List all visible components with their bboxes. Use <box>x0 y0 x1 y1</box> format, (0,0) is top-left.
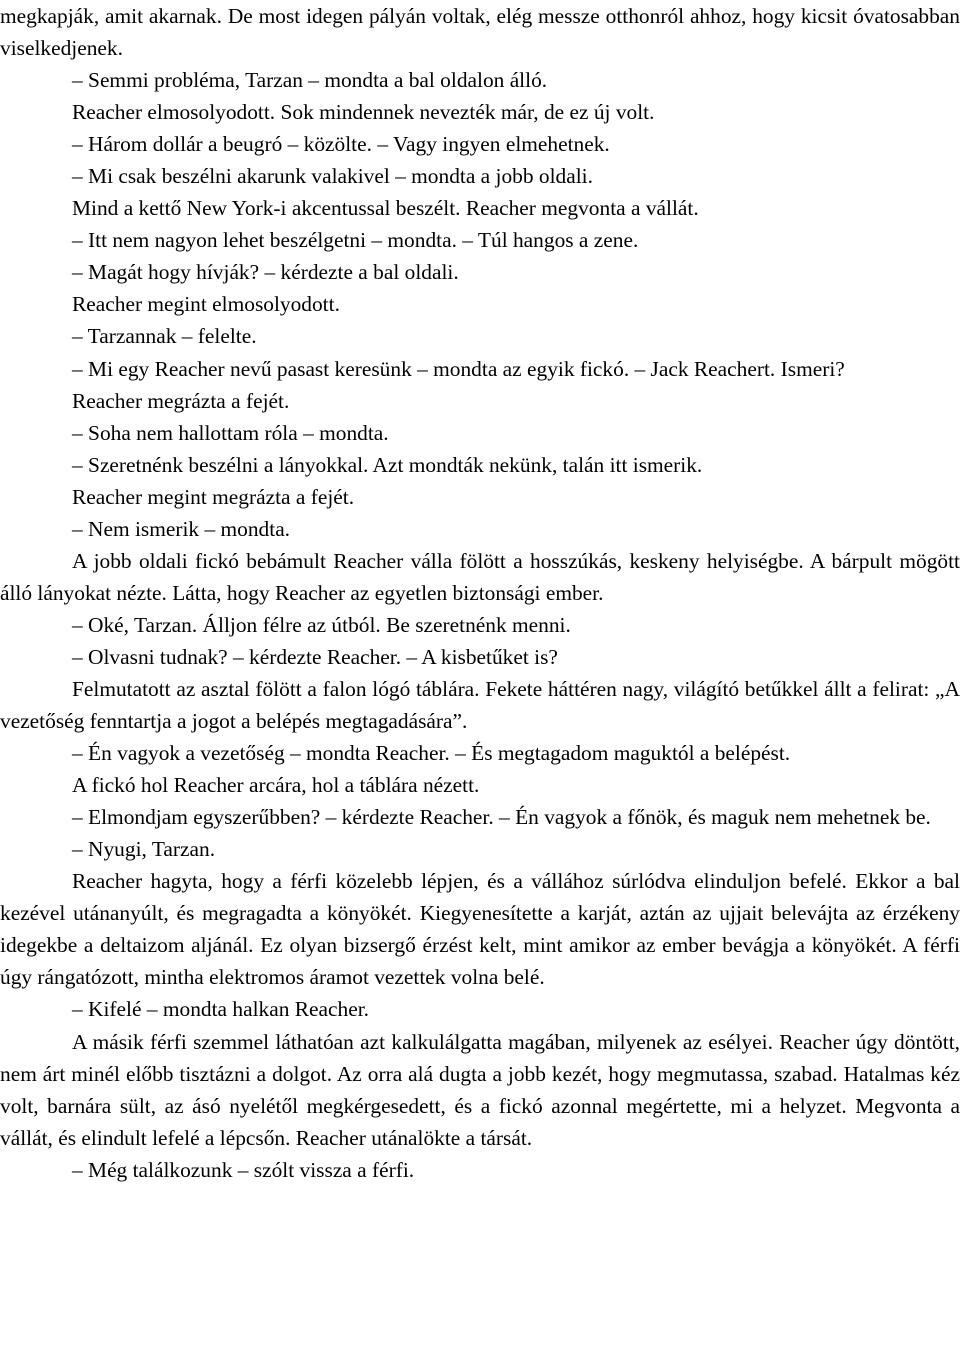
paragraph: – Kifelé – mondta halkan Reacher. <box>72 997 369 1022</box>
paragraph: – Itt nem nagyon lehet beszélgetni – mondta. – Túl hangos a zene. <box>72 228 639 253</box>
paragraph: – Oké, Tarzan. Álljon félre az útból. Be szeretnénk menni. <box>72 612 571 637</box>
paragraph: Reacher megrázta a fejét. <box>72 388 290 413</box>
paragraph: Felmutatott az asztal fölött a falon lógó táblára. Fekete háttéren nagy, világító betűkkel állt a felirat: „A vezetőség fenntartja a jogot a belépés megtagadására”. <box>0 676 960 734</box>
paragraph: A másik férfi szemmel láthatóan azt kalkulálgatta magában, milyenek az esélyei. Reacher úgy döntött, nem árt minél előbb tisztázni a dolgot. Az orra alá dugta a jobb kezét, hogy megmutassa, szabad. Hatalmas kéz volt, barnára sült, az ásó nyelétől megkérgesedett, és a fickó azonnal megértette, mi a helyzet. Megvonta a vállát, és elindult lefelé a lépcsőn. Reacher utánalökte a társát. <box>0 1029 960 1150</box>
paragraph: Reacher megint elmosolyodott. <box>72 292 340 317</box>
paragraph: – Nem ismerik – mondta. <box>72 516 291 541</box>
paragraph: – Én vagyok a vezetőség – mondta Reacher. – És megtagadom maguktól a belépést. <box>72 741 791 766</box>
paragraph: – Mi csak beszélni akarunk valakivel – mondta a jobb oldali. <box>72 164 593 189</box>
paragraph: megkapják, amit akarnak. De most idegen pályán voltak, elég messze otthonról ahhoz, hogy kicsit óvatosabban viselkedjenek. <box>0 4 960 61</box>
paragraph: Reacher hagyta, hogy a férfi közelebb lépjen, és a vállához súrlódva elinduljon befelé. Ekkor a bal kezével utánanyúlt, és megragadta a könyökét. Kiegyenesítette a karját, aztán az ujjait belevájta az érzékeny idegekbe a deltaizom aljánál. Ez olyan bizsergő érzést kelt, mint amikor az ember bevágja a könyökét. A férfi úgy rángatózott, mintha elektromos áramot vezettek volna belé. <box>0 869 960 990</box>
paragraph: Reacher megint megrázta a fejét. <box>72 484 355 509</box>
paragraph: Mind a kettő New York-i akcentussal beszélt. Reacher megvonta a vállát. <box>72 196 699 221</box>
paragraph: A fickó hol Reacher arcára, hol a táblára nézett. <box>72 773 480 798</box>
paragraph: – Elmondjam egyszerűbben? – kérdezte Reacher. – Én vagyok a főnök, és maguk nem mehetnek be. <box>72 805 931 830</box>
paragraph: – Mi egy Reacher nevű pasast keresünk – mondta az egyik fickó. – Jack Reachert. Ismeri? <box>72 356 845 381</box>
paragraph: – Szeretnénk beszélni a lányokkal. Azt mondták nekünk, talán itt ismerik. <box>72 452 703 477</box>
paragraph: – Még találkozunk – szólt vissza a férfi. <box>72 1157 415 1182</box>
paragraph: – Nyugi, Tarzan. <box>72 837 216 862</box>
paragraph: A jobb oldali fickó bebámult Reacher válla fölött a hosszúkás, keskeny helyiségbe. A bárpult mögött álló lányokat nézte. Látta, hogy Reacher az egyetlen biztonsági ember. <box>0 548 960 605</box>
paragraph: – Soha nem hallottam róla – mondta. <box>72 420 389 445</box>
paragraph: – Magát hogy hívják? – kérdezte a bal oldali. <box>72 260 459 285</box>
paragraph: – Három dollár a beugró – közölte. – Vagy ingyen elmehetnek. <box>72 132 610 157</box>
paragraph: – Semmi probléma, Tarzan – mondta a bal oldalon álló. <box>72 68 548 93</box>
paragraph: Reacher elmosolyodott. Sok mindennek nevezték már, de ez új volt. <box>72 100 655 125</box>
paragraph: – Tarzannak – felelte. <box>72 324 257 349</box>
paragraph: – Olvasni tudnak? – kérdezte Reacher. – A kisbetűket is? <box>72 644 558 669</box>
